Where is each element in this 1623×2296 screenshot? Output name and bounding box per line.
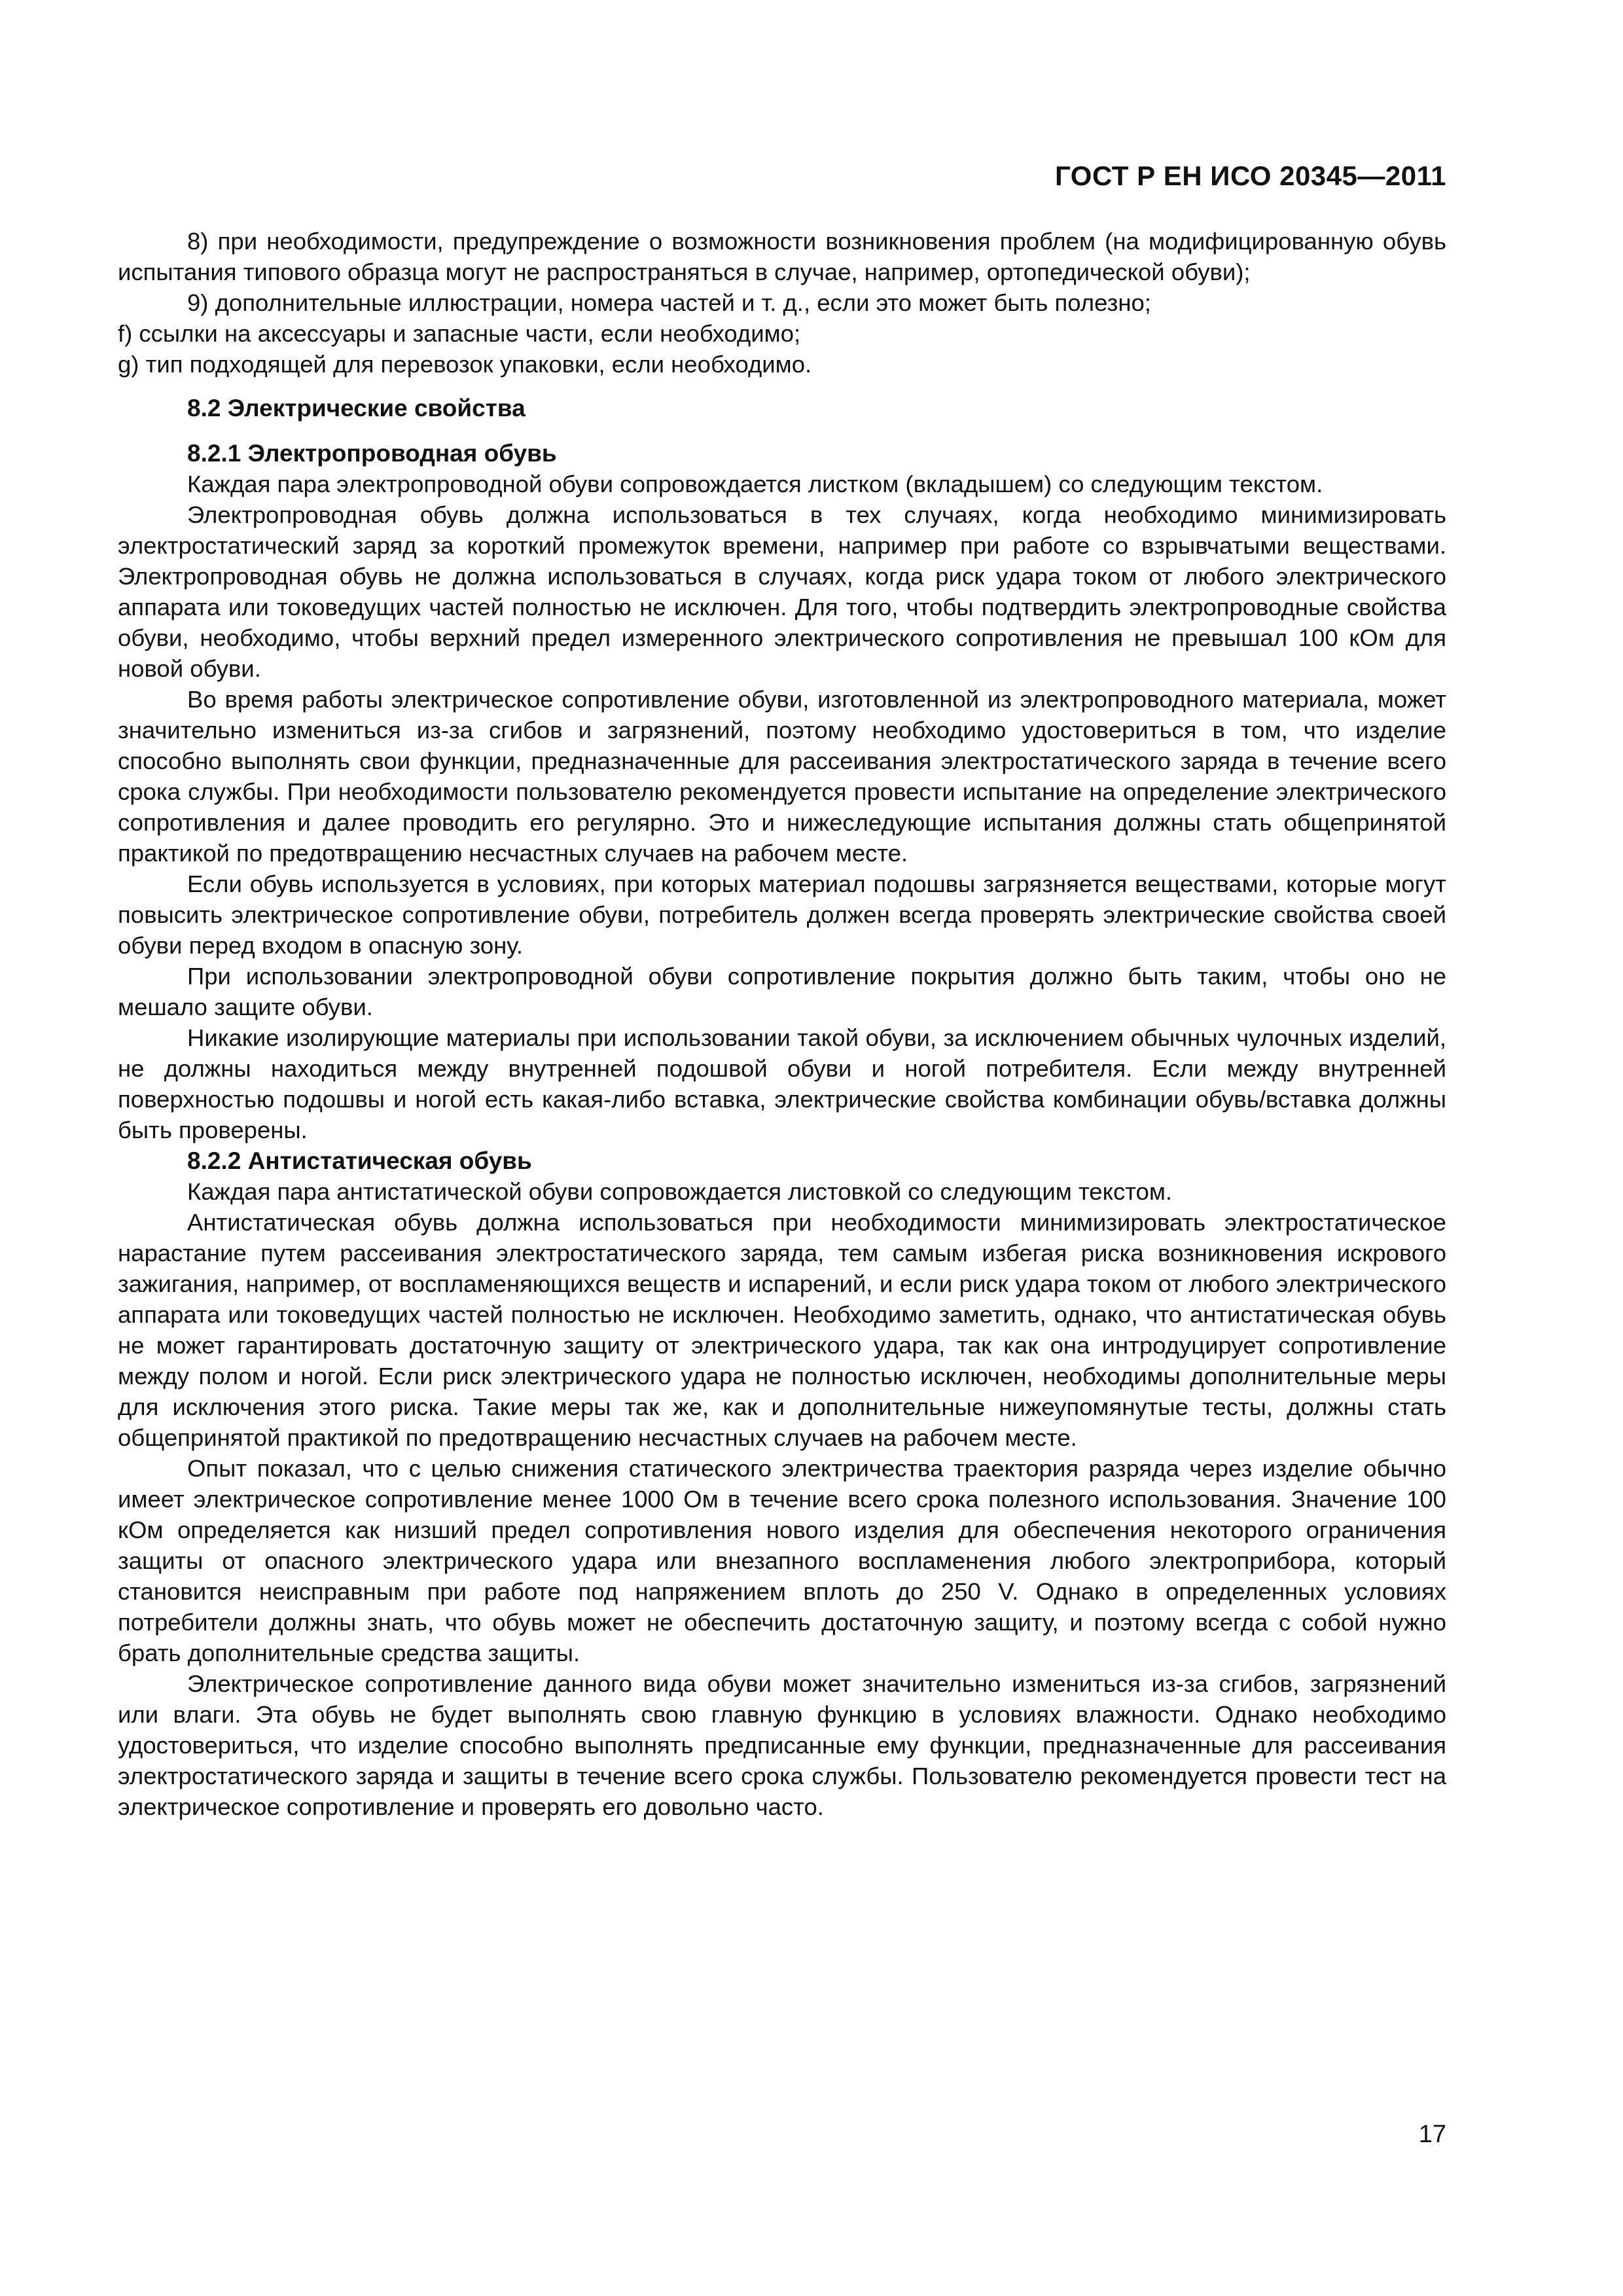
paragraph: Антистатическая обувь должна использоваться при необходимости минимизировать электростатическое нарастание путем рассеивания электростатического заряда, тем самым избегая риска возникновения искрового зажигания, например, от воспламеняющихся веществ и испарений, и если риск удара током от любого электрического аппарата или токоведущих частей полностью не исключен. Необходимо заметить, однако, что антистатическая обувь не может гарантировать достаточную защиту от электрического удара, так как она интродуцирует сопротивление между полом и ногой. Если риск электрического удара не полностью исключен, необходимы дополнительные меры для исключения этого риска. Такие меры так же, как и дополнительные нижеупомянутые тесты, должны стать общепринятой практикой по предотвращению несчастных случаев на рабочем месте.	[118, 1209, 1446, 1451]
paragraph: Каждая пара антистатической обуви сопровождается листовкой со следующим текстом.	[187, 1178, 1173, 1205]
section-heading-8-2: 8.2 Электрические свойства	[187, 395, 526, 422]
paragraph: Электрическое сопротивление данного вида обуви может значительно измениться из-за сгибов, загрязнений или влаги. Эта обувь не будет выполнять свою главную функцию в условиях влажности. Однако необходимо удостовериться, что изделие способно выполнять предписанные ему функции, предназначенные для рассеивания электростатического заряда и защиты в течение всего срока службы. Пользователю рекомендуется провести тест на электрическое сопротивление и проверять его довольно часто.	[118, 1670, 1446, 1820]
paragraph: Опыт показал, что с целью снижения статического электричества траектория разряда через изделие обычно имеет электрическое сопротивление менее 1000 Ом в течение всего срока полезного использования. Значение 100 кОм определяется как низший предел сопротивления нового изделия для обеспечения некоторого ограничения защиты от опасного электрического удара или внезапного воспламенения любого электроприбора, который становится неисправным при работе под напряжением вплоть до 250 V. Однако в определенных условиях потребители должны знать, что обувь может не обеспечить достаточную защиту, и поэтому всегда с собой нужно брать дополнительные средства защиты.	[118, 1455, 1446, 1666]
list-item-g: g) тип подходящей для перевозок упаковки, если необходимо.	[118, 351, 812, 378]
paragraph: Каждая пара электропроводной обуви сопровождается листком (вкладышем) со следующим текстом.	[187, 471, 1323, 497]
list-item-9: 9) дополнительные иллюстрации, номера частей и т. д., если это может быть полезно;	[187, 289, 1151, 316]
paragraph: Никакие изолирующие материалы при использовании такой обуви, за исключением обычных чулочных изделий, не должны находиться между внутренней подошвой обуви и ногой потребителя. Если между внутренней поверхностью подошвы и ногой есть какая-либо вставка, электрические свойства комбинации обувь/вставка должны быть проверены.	[118, 1024, 1446, 1143]
paragraph: Если обувь используется в условиях, при которых материал подошвы загрязняется веществами, которые могут повысить электрическое сопротивление обуви, потребитель должен всегда проверять электрические свойства своей обуви перед входом в опасную зону.	[118, 870, 1446, 959]
section-heading-8-2-1: 8.2.1 Электропроводная обувь	[187, 440, 557, 467]
document-header-id: ГОСТ Р ЕН ИСО 20345—2011	[1055, 160, 1446, 191]
paragraph: Во время работы электрическое сопротивление обуви, изготовленной из электропроводного материала, может значительно измениться из-за сгибов и загрязнений, поэтому необходимо удостовериться в том, что изделие способно выполнять свои функции, предназначенные для рассеивания электростатического заряда в течение всего срока службы. При необходимости пользователю рекомендуется провести испытание на определение электрического сопротивления и далее проводить его регулярно. Это и нижеследующие испытания должны стать общепринятой практикой по предотвращению несчастных случаев на рабочем месте.	[118, 686, 1446, 867]
section-heading-8-2-2: 8.2.2 Антистатическая обувь	[187, 1147, 532, 1174]
list-item-8: 8) при необходимости, предупреждение о возможности возникновения проблем (на модифицированную обувь испытания типового образца могут не распространяться в случае, например, ортопедической обуви);	[118, 228, 1446, 285]
paragraph: При использовании электропроводной обуви сопротивление покрытия должно быть таким, чтобы оно не мешало защите обуви.	[118, 963, 1446, 1020]
list-item-f: f) ссылки на аксессуары и запасные части, если необходимо;	[118, 320, 801, 347]
page-number: 17	[1418, 2121, 1446, 2148]
document-body	[118, 226, 1446, 1822]
paragraph: Электропроводная обувь должна использоваться в тех случаях, когда необходимо минимизировать электростатический заряд за короткий промежуток времени, например при работе со взрывчатыми веществами. Электропроводная обувь не должна использоваться в случаях, когда риск удара током от любого электрического аппарата или токоведущих частей полностью не исключен. Для того, чтобы подтвердить электропроводные свойства обуви, необходимо, чтобы верхний предел измеренного электрического сопротивления не превышал 100 кОм для новой обуви.	[118, 501, 1446, 682]
